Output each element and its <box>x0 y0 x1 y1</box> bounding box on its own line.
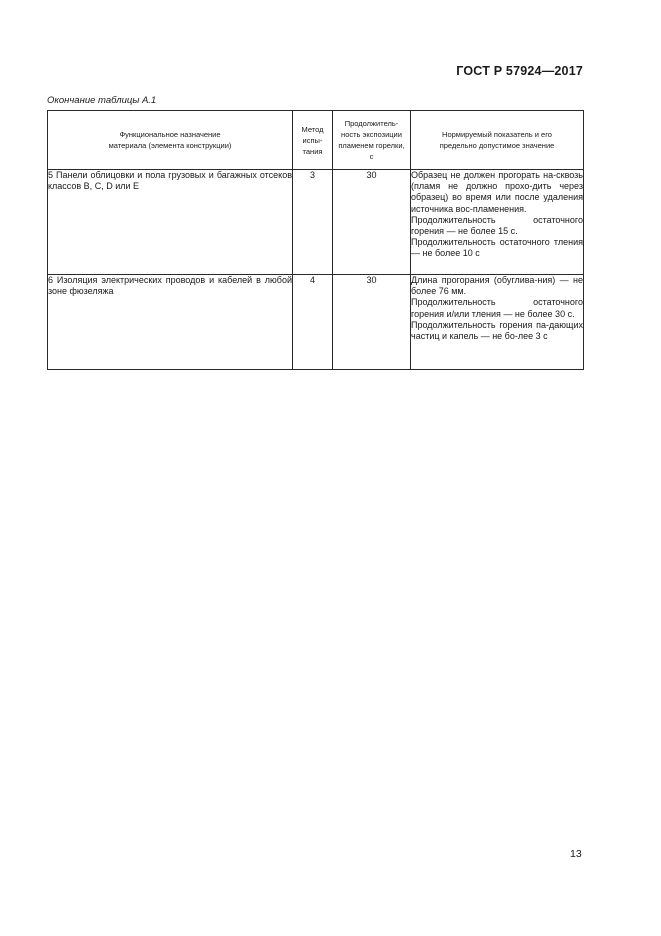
material-cell: 6 Изоляция электрических проводов и кабелей в любой зоне фюзеляжа <box>48 275 293 370</box>
header-material <box>48 111 293 170</box>
header-exposure-text: Продолжитель-ность экспозиции пламенем горелки, с <box>338 119 405 161</box>
limits-cell <box>411 275 584 370</box>
limits-cell <box>411 170 584 275</box>
limit-text: Длина прогорания (обуглива-ния) — не более 76 мм. <box>411 275 583 297</box>
limit-text: Образец не должен прогорать на-сквозь (пламя не должно прохо-дить через образец) во время или после удаления источника вос-пламенения. <box>411 170 583 214</box>
header-method <box>293 111 333 170</box>
header-limits-text: Нормируемый показатель и его предельно допустимое значение <box>439 130 555 150</box>
table-header-row <box>48 111 584 170</box>
limit-text: Продолжительность горения па-дающих частиц и капель — не бо-лее 3 с <box>411 319 583 342</box>
table-row <box>48 170 584 275</box>
standard-id: ГОСТ Р 57924—2017 <box>456 64 583 78</box>
material-cell: 5 Панели облицовки и пола грузовых и багажных отсеков классов B, C, D или E <box>48 170 293 275</box>
header-method-text: Метод испы-тания <box>301 124 324 156</box>
exposure-cell: 30 <box>333 275 411 370</box>
method-cell: 4 <box>293 275 333 370</box>
table-row <box>48 275 584 370</box>
requirements-table <box>47 110 584 370</box>
header-limits <box>411 111 584 170</box>
method-cell: 3 <box>293 170 333 275</box>
limit-text: Продолжительность остаточного тления — не более 10 с <box>411 237 583 259</box>
limit-text: Продолжительность остаточного горения — не более 15 с. <box>411 214 583 237</box>
header-material-text: Функциональное назначение материала (элемента конструкции) <box>108 130 232 150</box>
page-number: 13 <box>570 848 582 860</box>
table-caption: Окончание таблицы А.1 <box>47 95 157 106</box>
header-exposure <box>333 111 411 170</box>
limit-text: Продолжительность остаточного горения и/или тления — не более 30 с. <box>411 297 583 319</box>
exposure-cell: 30 <box>333 170 411 275</box>
